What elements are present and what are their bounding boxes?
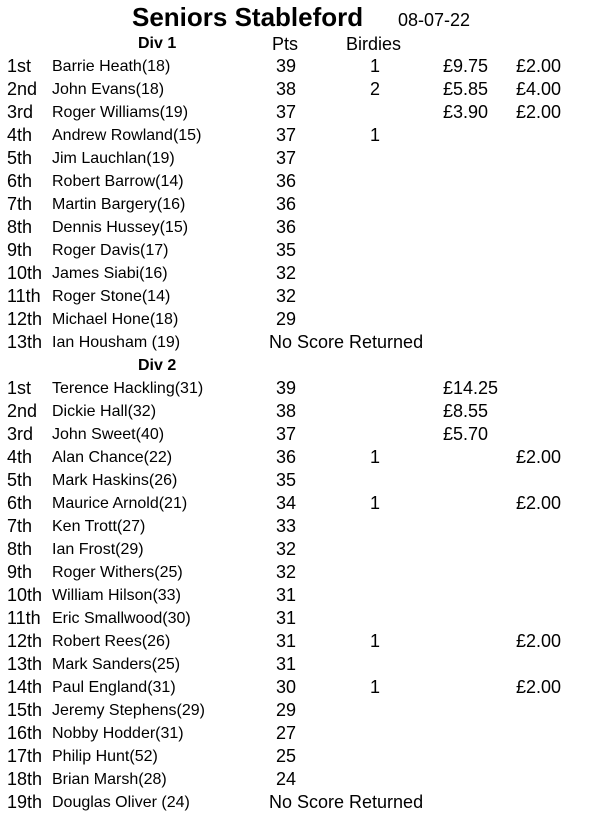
position-cell: 8th bbox=[7, 217, 33, 237]
prize-cell: £14.25 bbox=[443, 378, 499, 398]
table-row bbox=[0, 447, 602, 470]
player-name-cell: Dennis Hussey(15) bbox=[52, 219, 189, 236]
position-cell: 11th bbox=[7, 608, 41, 628]
points-column-header: Pts bbox=[272, 34, 299, 54]
table-row bbox=[0, 56, 602, 79]
table-row bbox=[0, 424, 602, 447]
player-name-cell: Mark Sanders(25) bbox=[52, 656, 181, 673]
position-cell: 19th bbox=[7, 792, 43, 812]
points-cell: 31 bbox=[276, 585, 297, 605]
points-cell: 36 bbox=[276, 194, 297, 214]
player-name-cell: Roger Davis(17) bbox=[52, 242, 169, 259]
points-cell: 24 bbox=[276, 769, 297, 789]
player-name-cell: Jim Lauchlan(19) bbox=[52, 150, 175, 167]
position-cell: 7th bbox=[7, 194, 33, 214]
table-row bbox=[0, 125, 602, 148]
birdies-cell: 1 bbox=[370, 631, 381, 651]
table-row bbox=[0, 792, 602, 815]
table-row bbox=[0, 194, 602, 217]
table-row bbox=[0, 240, 602, 263]
birdies-column-header: Birdies bbox=[346, 34, 402, 54]
player-name-cell: Ian Housham (19) bbox=[52, 334, 181, 351]
player-name-cell: Barrie Heath(18) bbox=[52, 58, 171, 75]
no-score-note: No Score Returned bbox=[269, 792, 424, 812]
points-cell: 35 bbox=[276, 240, 297, 260]
player-name-cell: Michael Hone(18) bbox=[52, 311, 179, 328]
birdies-cell: 2 bbox=[370, 79, 381, 99]
position-cell: 4th bbox=[7, 447, 33, 467]
birdies-cell: 1 bbox=[370, 125, 381, 145]
points-cell: 34 bbox=[276, 493, 297, 513]
points-cell: 29 bbox=[276, 700, 297, 720]
birdies-cell: 1 bbox=[370, 447, 381, 467]
event-date: 08-07-22 bbox=[398, 10, 471, 30]
player-name-cell: Nobby Hodder(31) bbox=[52, 725, 184, 742]
table-row bbox=[0, 286, 602, 309]
position-cell: 1st bbox=[7, 378, 32, 398]
points-cell: 36 bbox=[276, 447, 297, 467]
position-cell: 9th bbox=[7, 562, 33, 582]
position-cell: 8th bbox=[7, 539, 33, 559]
table-row bbox=[0, 401, 602, 424]
points-cell: 33 bbox=[276, 516, 297, 536]
points-cell: 31 bbox=[276, 654, 297, 674]
player-name-cell: Andrew Rowland(15) bbox=[52, 127, 202, 144]
birdie-prize-cell: £2.00 bbox=[516, 447, 562, 467]
position-cell: 6th bbox=[7, 171, 33, 191]
table-row bbox=[0, 378, 602, 401]
player-name-cell: Terence Hackling(31) bbox=[52, 380, 204, 397]
player-name-cell: Jeremy Stephens(29) bbox=[52, 702, 205, 719]
position-cell: 10th bbox=[7, 263, 43, 283]
table-row bbox=[0, 769, 602, 792]
points-cell: 31 bbox=[276, 631, 297, 651]
table-row bbox=[0, 171, 602, 194]
points-cell: 35 bbox=[276, 470, 297, 490]
position-cell: 9th bbox=[7, 240, 33, 260]
table-row bbox=[0, 263, 602, 286]
position-cell: 14th bbox=[7, 677, 43, 697]
prize-cell: £5.70 bbox=[443, 424, 489, 444]
position-cell: 4th bbox=[7, 125, 33, 145]
table-row bbox=[0, 79, 602, 102]
player-name-cell: Paul England(31) bbox=[52, 679, 176, 696]
points-cell: 37 bbox=[276, 102, 297, 122]
points-cell: 37 bbox=[276, 424, 297, 444]
points-cell: 39 bbox=[276, 56, 297, 76]
player-name-cell: Robert Rees(26) bbox=[52, 633, 171, 650]
position-cell: 3rd bbox=[7, 424, 34, 444]
points-cell: 25 bbox=[276, 746, 297, 766]
position-cell: 12th bbox=[7, 309, 43, 329]
player-name-cell: Maurice Arnold(21) bbox=[52, 495, 188, 512]
points-cell: 27 bbox=[276, 723, 297, 743]
player-name-cell: Roger Withers(25) bbox=[52, 564, 183, 581]
prize-cell: £3.90 bbox=[443, 102, 489, 122]
position-cell: 1st bbox=[7, 56, 32, 76]
table-row bbox=[0, 148, 602, 171]
player-name-cell: Ian Frost(29) bbox=[52, 541, 144, 558]
prize-cell: £5.85 bbox=[443, 79, 489, 99]
div2-heading: Div 2 bbox=[138, 357, 177, 374]
table-row bbox=[0, 654, 602, 677]
points-cell: 31 bbox=[276, 608, 297, 628]
position-cell: 10th bbox=[7, 585, 43, 605]
table-row bbox=[0, 493, 602, 516]
birdie-prize-cell: £2.00 bbox=[516, 631, 562, 651]
points-cell: 39 bbox=[276, 378, 297, 398]
player-name-cell: John Sweet(40) bbox=[52, 426, 165, 443]
div1-heading: Div 1 bbox=[138, 35, 177, 52]
position-cell: 18th bbox=[7, 769, 43, 789]
table-row bbox=[0, 631, 602, 654]
page-title: Seniors Stableford bbox=[132, 2, 364, 32]
table-row bbox=[0, 470, 602, 493]
points-cell: 32 bbox=[276, 562, 297, 582]
table-row bbox=[0, 217, 602, 240]
prize-cell: £9.75 bbox=[443, 56, 489, 76]
birdie-prize-cell: £2.00 bbox=[516, 102, 562, 122]
position-cell: 5th bbox=[7, 470, 33, 490]
player-name-cell: Brian Marsh(28) bbox=[52, 771, 167, 788]
table-row bbox=[0, 723, 602, 746]
player-name-cell: Philip Hunt(52) bbox=[52, 748, 158, 765]
points-cell: 29 bbox=[276, 309, 297, 329]
points-cell: 30 bbox=[276, 677, 297, 697]
points-cell: 32 bbox=[276, 263, 297, 283]
player-name-cell: Ken Trott(27) bbox=[52, 518, 146, 535]
position-cell: 6th bbox=[7, 493, 33, 513]
birdies-cell: 1 bbox=[370, 493, 381, 513]
table-row bbox=[0, 309, 602, 332]
points-cell: 36 bbox=[276, 171, 297, 191]
points-cell: 32 bbox=[276, 539, 297, 559]
player-name-cell: Robert Barrow(14) bbox=[52, 173, 184, 190]
table-row bbox=[0, 677, 602, 700]
points-cell: 36 bbox=[276, 217, 297, 237]
player-name-cell: William Hilson(33) bbox=[52, 587, 181, 604]
position-cell: 13th bbox=[7, 654, 43, 674]
table-row bbox=[0, 102, 602, 125]
birdie-prize-cell: £2.00 bbox=[516, 56, 562, 76]
birdie-prize-cell: £2.00 bbox=[516, 493, 562, 513]
position-cell: 7th bbox=[7, 516, 33, 536]
points-cell: 38 bbox=[276, 401, 297, 421]
table-row bbox=[0, 332, 602, 355]
position-cell: 2nd bbox=[7, 79, 38, 99]
birdies-cell: 1 bbox=[370, 677, 381, 697]
position-cell: 15th bbox=[7, 700, 43, 720]
position-cell: 3rd bbox=[7, 102, 34, 122]
birdie-prize-cell: £2.00 bbox=[516, 677, 562, 697]
position-cell: 16th bbox=[7, 723, 43, 743]
points-cell: 37 bbox=[276, 125, 297, 145]
player-name-cell: Douglas Oliver (24) bbox=[52, 794, 190, 811]
points-cell: 32 bbox=[276, 286, 297, 306]
player-name-cell: Roger Stone(14) bbox=[52, 288, 171, 305]
table-row bbox=[0, 608, 602, 631]
position-cell: 13th bbox=[7, 332, 43, 352]
position-cell: 2nd bbox=[7, 401, 38, 421]
player-name-cell: Alan Chance(22) bbox=[52, 449, 173, 466]
table-row bbox=[0, 746, 602, 769]
position-cell: 17th bbox=[7, 746, 43, 766]
points-cell: 37 bbox=[276, 148, 297, 168]
prize-cell: £8.55 bbox=[443, 401, 489, 421]
player-name-cell: Mark Haskins(26) bbox=[52, 472, 178, 489]
player-name-cell: Dickie Hall(32) bbox=[52, 403, 157, 420]
player-name-cell: James Siabi(16) bbox=[52, 265, 168, 282]
birdie-prize-cell: £4.00 bbox=[516, 79, 562, 99]
position-cell: 5th bbox=[7, 148, 33, 168]
player-name-cell: Eric Smallwood(30) bbox=[52, 610, 191, 627]
table-row bbox=[0, 700, 602, 723]
no-score-note: No Score Returned bbox=[269, 332, 424, 352]
player-name-cell: Roger Williams(19) bbox=[52, 104, 189, 121]
player-name-cell: Martin Bargery(16) bbox=[52, 196, 186, 213]
table-row bbox=[0, 585, 602, 608]
position-cell: 11th bbox=[7, 286, 41, 306]
player-name-cell: John Evans(18) bbox=[52, 81, 165, 98]
points-cell: 38 bbox=[276, 79, 297, 99]
birdies-cell: 1 bbox=[370, 56, 381, 76]
table-row bbox=[0, 516, 602, 539]
position-cell: 12th bbox=[7, 631, 43, 651]
table-row bbox=[0, 562, 602, 585]
table-row bbox=[0, 539, 602, 562]
